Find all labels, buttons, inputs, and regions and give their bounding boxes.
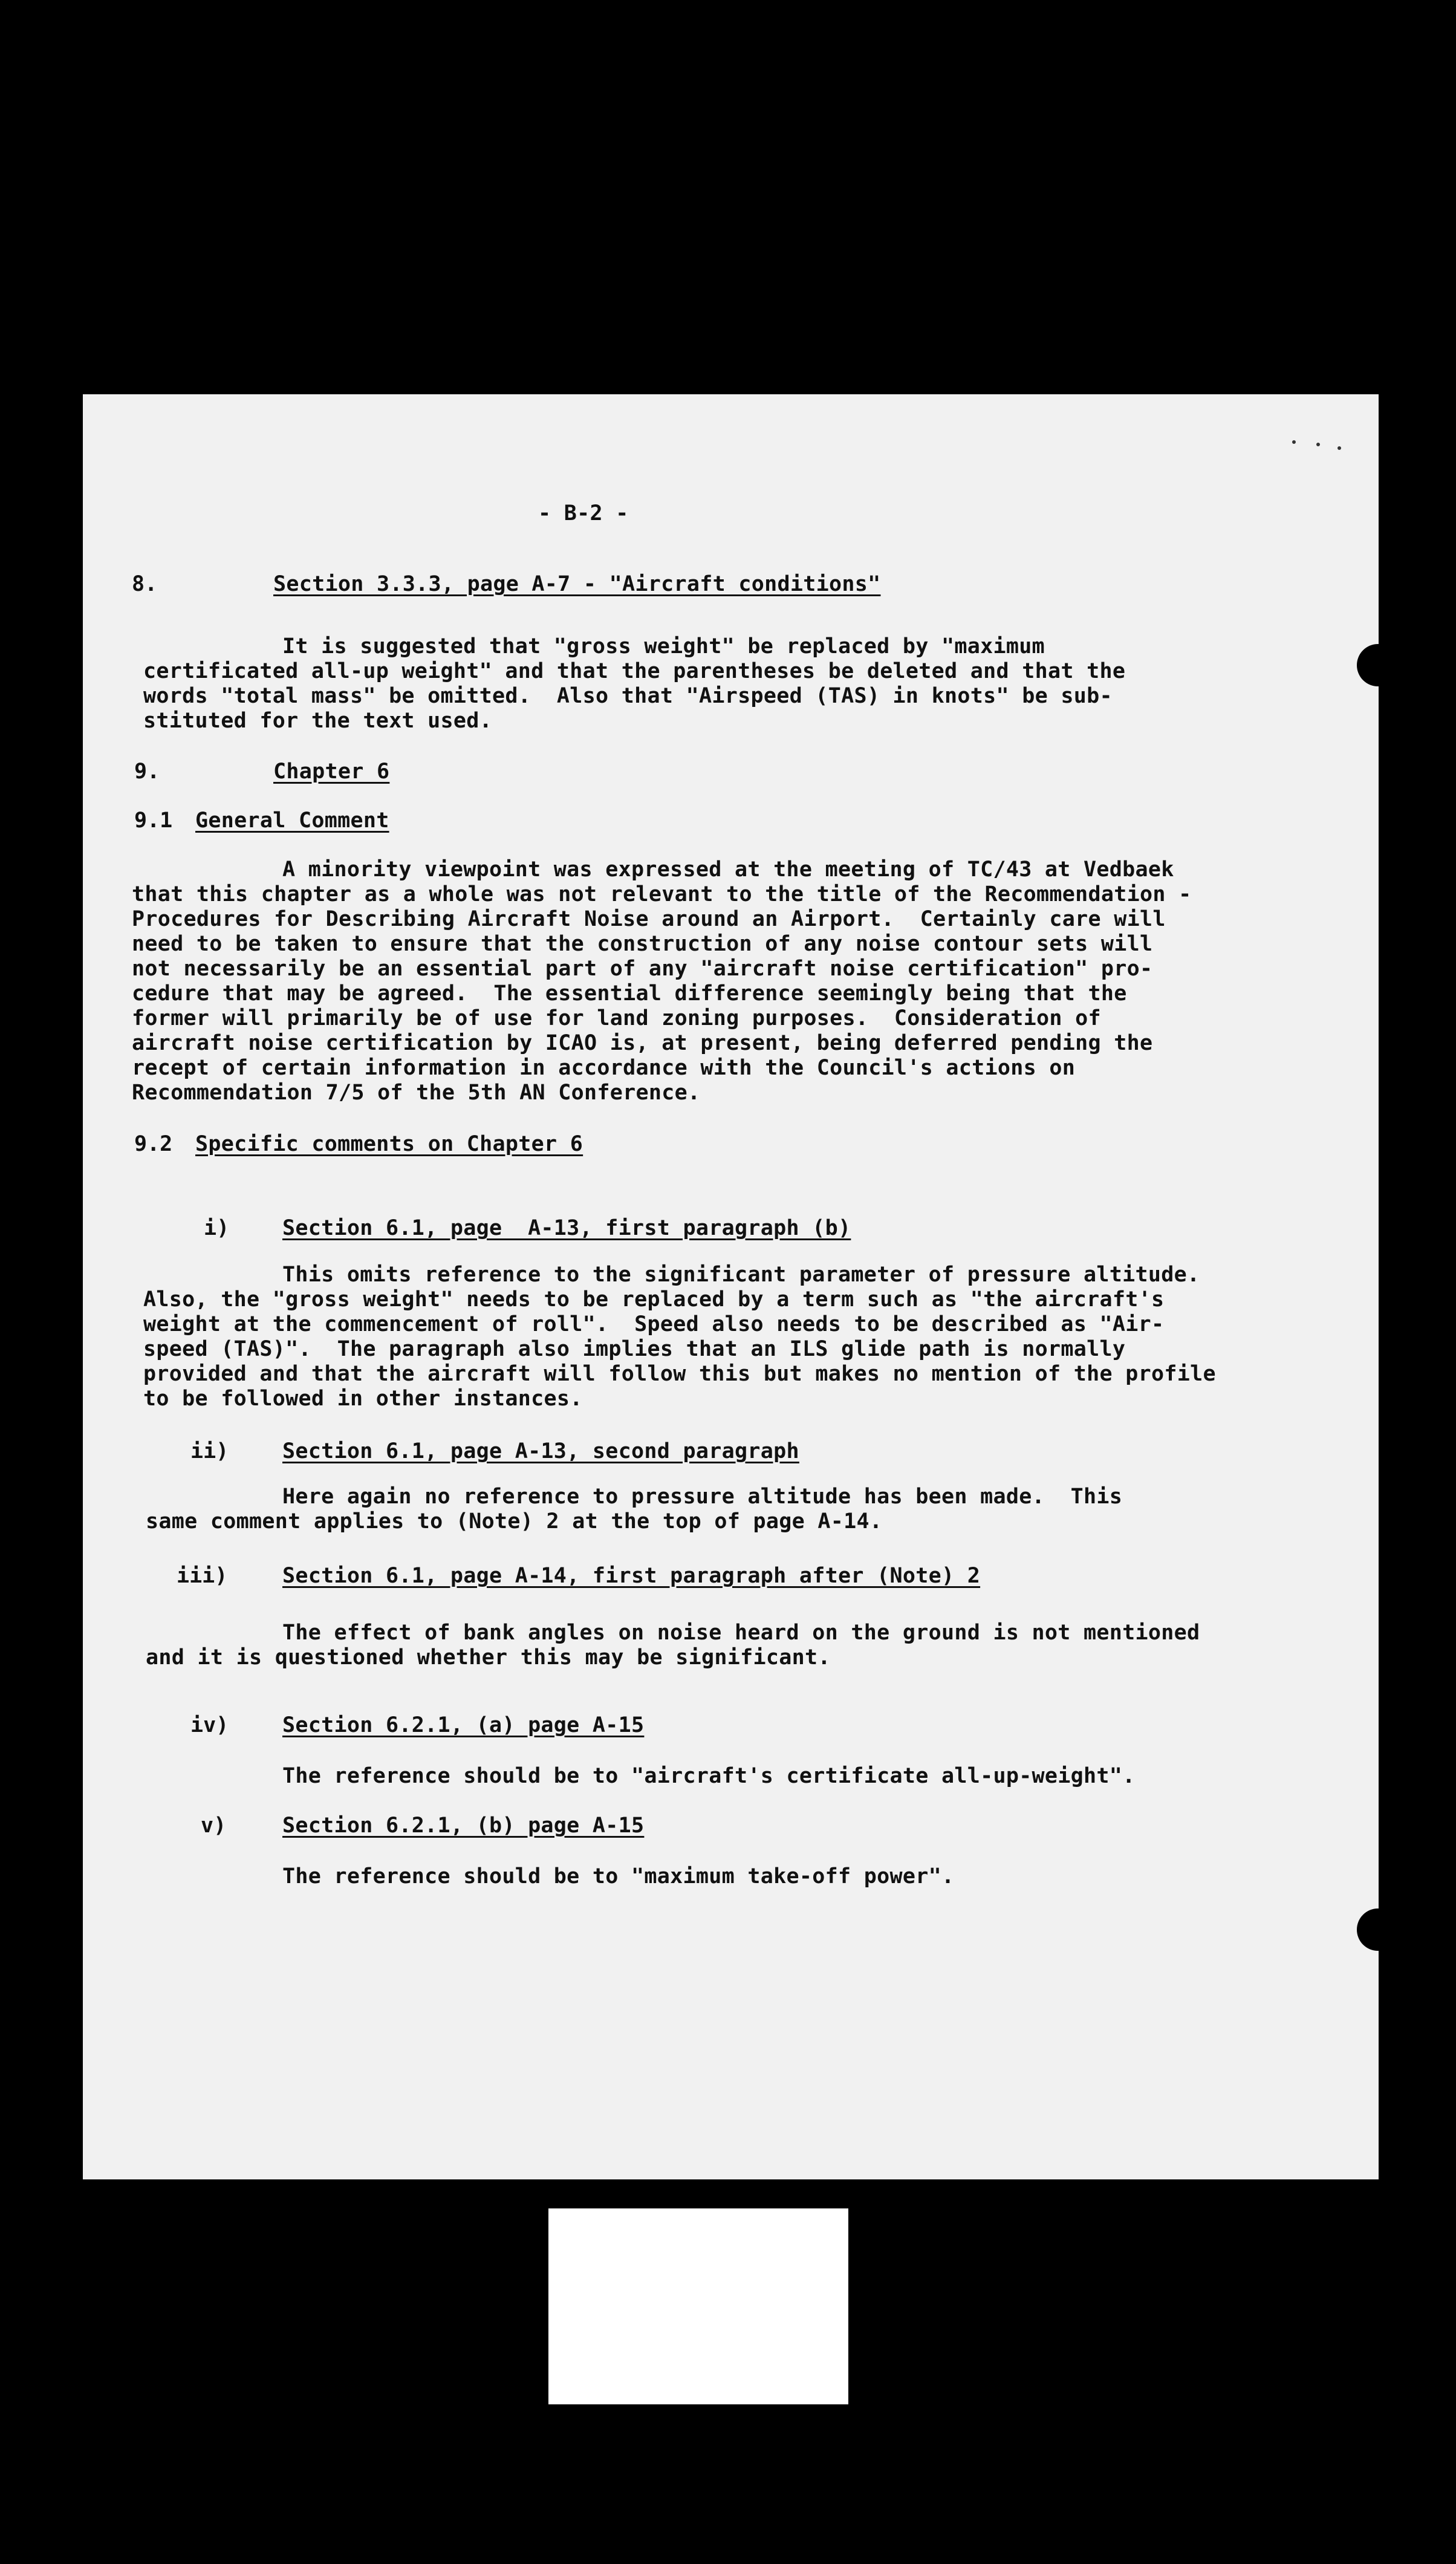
paragraph-line: need to be taken to ensure that the construction of any noise contour sets will bbox=[132, 932, 1153, 956]
section-heading: Specific comments on Chapter 6 bbox=[195, 1132, 583, 1156]
scan-speck bbox=[1292, 440, 1296, 444]
blank-label bbox=[548, 2208, 848, 2404]
paragraph-line: former will primarily be of use for land zoning purposes. Consideration of bbox=[132, 1006, 1101, 1030]
item-number: v) bbox=[201, 1814, 227, 1838]
scan-speck bbox=[1316, 443, 1320, 446]
paragraph-line: Procedures for Describing Aircraft Noise around an Airport. Certainly care will bbox=[132, 907, 1166, 931]
punch-hole-top bbox=[1357, 644, 1399, 686]
paragraph-line: The reference should be to "maximum take-off power". bbox=[282, 1864, 955, 1889]
paragraph-line: that this chapter as a whole was not relevant to the title of the Recommendation - bbox=[132, 882, 1192, 906]
paragraph-line: certificated all-up weight" and that the parentheses be deleted and that the bbox=[143, 659, 1126, 683]
paragraph-line: Recommendation 7/5 of the 5th AN Conference. bbox=[132, 1081, 701, 1105]
item-number: iv) bbox=[190, 1713, 229, 1737]
item-heading: Section 6.1, page A-13, second paragraph bbox=[282, 1439, 799, 1463]
paragraph-line: The reference should be to "aircraft's certificate all-up-weight". bbox=[282, 1764, 1136, 1788]
item-heading: Section 6.2.1, (b) page A-15 bbox=[282, 1814, 645, 1838]
section-number: 9. bbox=[134, 760, 160, 784]
item-number: i) bbox=[204, 1216, 230, 1240]
paragraph-line: cedure that may be agreed. The essential difference seemingly being that the bbox=[132, 981, 1127, 1006]
paragraph-line: provided and that the aircraft will follow this but makes no mention of the profile bbox=[143, 1362, 1216, 1386]
page-number: - B-2 - bbox=[538, 501, 629, 525]
item-heading: Section 6.2.1, (a) page A-15 bbox=[282, 1713, 645, 1737]
section-heading: Chapter 6 bbox=[273, 760, 390, 784]
paragraph-line: weight at the commencement of roll". Speed also needs to be described as "Air- bbox=[143, 1312, 1165, 1336]
paragraph-line: This omits reference to the significant parameter of pressure altitude. bbox=[282, 1263, 1200, 1287]
section-heading: Section 3.3.3, page A-7 - "Aircraft conditions" bbox=[273, 572, 881, 596]
paragraph-line: It is suggested that "gross weight" be replaced by "maximum bbox=[282, 634, 1045, 659]
item-heading: Section 6.1, page A-13, first paragraph (b) bbox=[282, 1216, 851, 1240]
paragraph-line: The effect of bank angles on noise heard on the ground is not mentioned bbox=[282, 1621, 1200, 1645]
item-number: ii) bbox=[190, 1439, 229, 1463]
punch-hole-bottom bbox=[1357, 1908, 1399, 1951]
paragraph-line: recept of certain information in accordance with the Council's actions on bbox=[132, 1056, 1076, 1080]
paragraph-line: Here again no reference to pressure altitude has been made. This bbox=[282, 1485, 1123, 1509]
item-heading: Section 6.1, page A-14, first paragraph after (Note) 2 bbox=[282, 1564, 981, 1588]
paragraph-line: not necessarily be an essential part of any "aircraft noise certification" pro- bbox=[132, 957, 1153, 981]
section-number: 9.1 bbox=[134, 809, 173, 833]
paragraph-line: to be followed in other instances. bbox=[143, 1387, 583, 1411]
section-heading: General Comment bbox=[195, 809, 389, 833]
paragraph-line: Also, the "gross weight" needs to be replaced by a term such as "the aircraft's bbox=[143, 1287, 1165, 1312]
scan-speck bbox=[1337, 446, 1341, 450]
section-number: 8. bbox=[132, 572, 158, 596]
paragraph-line: aircraft noise certification by ICAO is, at present, being deferred pending the bbox=[132, 1031, 1153, 1055]
paragraph-line: speed (TAS)". The paragraph also implies that an ILS glide path is normally bbox=[143, 1337, 1126, 1361]
paragraph-line: words "total mass" be omitted. Also that "Airspeed (TAS) in knots" be sub- bbox=[143, 684, 1113, 708]
paragraph-line: stituted for the text used. bbox=[143, 709, 493, 733]
paragraph-line: A minority viewpoint was expressed at the meeting of TC/43 at Vedbaek bbox=[282, 857, 1174, 882]
paragraph-line: same comment applies to (Note) 2 at the top of page A-14. bbox=[146, 1509, 883, 1534]
paragraph-line: and it is questioned whether this may be significant. bbox=[146, 1645, 831, 1670]
item-number: iii) bbox=[177, 1564, 228, 1588]
section-number: 9.2 bbox=[134, 1132, 173, 1156]
